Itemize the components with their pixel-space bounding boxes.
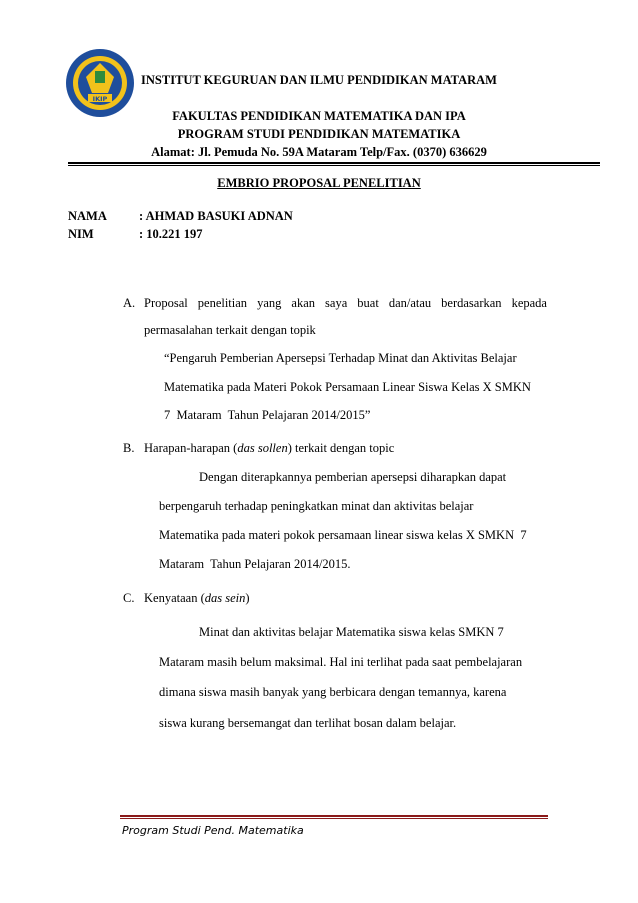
footer-rule-thick — [120, 815, 548, 817]
logo-text: IKIP — [92, 95, 108, 103]
section-a-word: penelitian — [197, 296, 248, 310]
section-c-heading — [144, 591, 250, 606]
footer-text: Program Studi Pend. Matematika — [122, 824, 304, 837]
section-b-letter: B. — [123, 441, 135, 455]
section-a-word: Proposal — [144, 296, 188, 310]
faculty-name: FAKULTAS PENDIDIKAN MATEMATIKA DAN IPA — [172, 109, 466, 123]
header-rule-thin — [68, 165, 600, 166]
section-a-quote-line1: “Pengaruh Pemberian Apersepsi Terhadap Minat dan Aktivitas Belajar — [164, 351, 517, 365]
program-name: PROGRAM STUDI PENDIDIKAN MATEMATIKA — [177, 127, 461, 141]
section-b-para-line2: berpengaruh terhadap peningkatkan minat dan aktivitas belajar — [159, 499, 474, 513]
nim-label: NIM — [68, 227, 94, 241]
section-c-heading-italic: das sein — [204, 591, 246, 605]
section-b-para-line4: Mataram Tahun Pelajaran 2014/2015. — [159, 557, 351, 571]
section-b-heading-italic: das sollen — [237, 441, 288, 455]
section-a-word: berdasarkan — [441, 296, 502, 310]
section-b-para-line1: Dengan diterapkannya pemberian apersepsi diharapkan dapat — [199, 470, 507, 484]
section-c-para-line2: Mataram masih belum maksimal. Hal ini terlihat pada saat pembelajaran — [159, 655, 523, 669]
section-a-quote-line2: Matematika pada Materi Pokok Persamaan Linear Siswa Kelas X SMKN — [164, 380, 531, 394]
section-a-word: yang — [257, 296, 282, 310]
header-rule-thick — [68, 162, 600, 164]
section-a-quote-line3: 7 Mataram Tahun Pelajaran 2014/2015” — [164, 408, 371, 422]
section-c-para-line4: siswa kurang bersemangat dan terlihat bosan dalam belajar. — [159, 716, 457, 730]
nim-value: : 10.221 197 — [139, 227, 203, 241]
section-a-word: buat — [357, 296, 379, 310]
section-b-para-line3: Matematika pada materi pokok persamaan linear siswa kelas X SMKN 7 — [159, 528, 527, 542]
section-a-letter: A. — [123, 296, 136, 310]
footer-rule-thin — [120, 818, 548, 819]
institute-name: INSTITUT KEGURUAN DAN ILMU PENDIDIKAN MATARAM — [141, 73, 497, 87]
section-c-para-line1: Minat dan aktivitas belajar Matematika siswa kelas SMKN 7 — [199, 625, 504, 639]
section-b-heading-post: ) terkait dengan topic — [287, 441, 395, 455]
doc-title: EMBRIO PROPOSAL PENELITIAN — [217, 176, 421, 190]
section-c-heading-pre: Kenyataan ( — [144, 591, 205, 605]
section-a-word: akan — [291, 296, 316, 310]
section-a-word: kepada — [511, 296, 547, 310]
name-value: : AHMAD BASUKI ADNAN — [139, 209, 293, 223]
section-c-heading-post: ) — [245, 591, 250, 605]
address: Alamat: Jl. Pemuda No. 59A Mataram Telp/Fax. (0370) 636629 — [151, 145, 487, 159]
section-a-word: dan/atau — [388, 296, 432, 310]
section-a-line1 — [144, 296, 547, 311]
section-b-heading — [144, 441, 394, 456]
section-a-word: saya — [325, 296, 348, 310]
section-c-para-line3: dimana siswa masih banyak yang berbicara dengan temannya, karena — [159, 685, 507, 699]
section-c-letter: C. — [123, 591, 135, 605]
name-label: NAMA — [68, 209, 107, 223]
section-b-heading-pre: Harapan-harapan ( — [144, 441, 238, 455]
section-a-line2: permasalahan terkait dengan topik — [144, 323, 316, 337]
